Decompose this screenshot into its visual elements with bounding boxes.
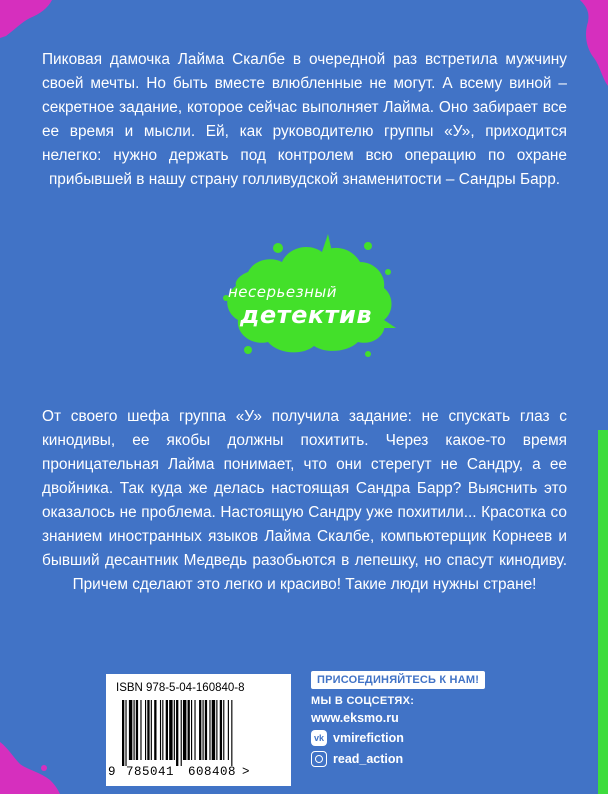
barcode-box — [106, 674, 291, 786]
logo-top-text: несерьезный — [228, 283, 337, 301]
join-badge: ПРИСОЕДИНЯЙТЕСЬ К НАМ! — [311, 671, 485, 689]
barcode-digit-group-2: 608408 — [188, 765, 237, 779]
barcode-digit-arrow: > — [242, 765, 251, 779]
website-link[interactable]: www.eksmo.ru — [311, 711, 399, 725]
barcode-digits — [108, 765, 288, 779]
instagram-row[interactable] — [311, 751, 501, 767]
description-paragraph-1: Пиковая дамочка Лайма Скалбе в очередной раз встретила мужчину своей мечты. Но быть вместе влюбленные не могут. А всему виной – секретное задание, которое сейчас выполняет Лайма. Оно забирает все ее время и мысли. Ей, как руководителю группы «У», приходится нелегко: нужно держать под контролем всю операцию по охране прибывшей в нашу страну голливудской знаменитости – Сандры Барр. — [42, 51, 567, 188]
instagram-handle[interactable]: read_action — [333, 752, 404, 766]
pink-splat-top-left — [0, 0, 60, 40]
we-in-social-label: МЫ В СОЦСЕТЯХ: — [311, 695, 415, 707]
green-edge-strip — [598, 430, 608, 794]
social-block — [311, 670, 501, 767]
barcode-digit-first: 9 — [108, 765, 117, 779]
pink-splat-bottom-left — [0, 734, 60, 794]
vk-handle[interactable]: vmirefiction — [333, 731, 404, 745]
description-paragraph-2: От своего шефа группа «У» получила задание: не спускать глаз с кинодивы, ее якобы должны похитить. Через какое-то время проницательная Лайма понимает, что они стерегут не Сандру, а ее двойника. Так куда же делась настоящая Сандра Барр? Выяснить это оказалось не проблема. Настоящую Сандру уже похитили... Красотка со знанием иностранных языков Лайма Скалбе, компьютерщик Корнеев и бывший десантник Медведь разобьются в лепешку, но спасут кинодиву. Причем сделают это легко и красиво! Такие люди нужны стране! — [42, 408, 567, 593]
vk-icon: vk — [311, 730, 327, 746]
barcode-digit-group-1: 785041 — [126, 765, 175, 779]
vk-row[interactable] — [311, 730, 501, 746]
logo-bottom-text: детектив — [240, 301, 373, 329]
instagram-icon — [311, 751, 327, 767]
pink-splat-top-right — [574, 0, 608, 90]
barcode-bars — [122, 700, 274, 766]
isbn-text: ISBN 978-5-04-160840-8 — [116, 682, 245, 694]
